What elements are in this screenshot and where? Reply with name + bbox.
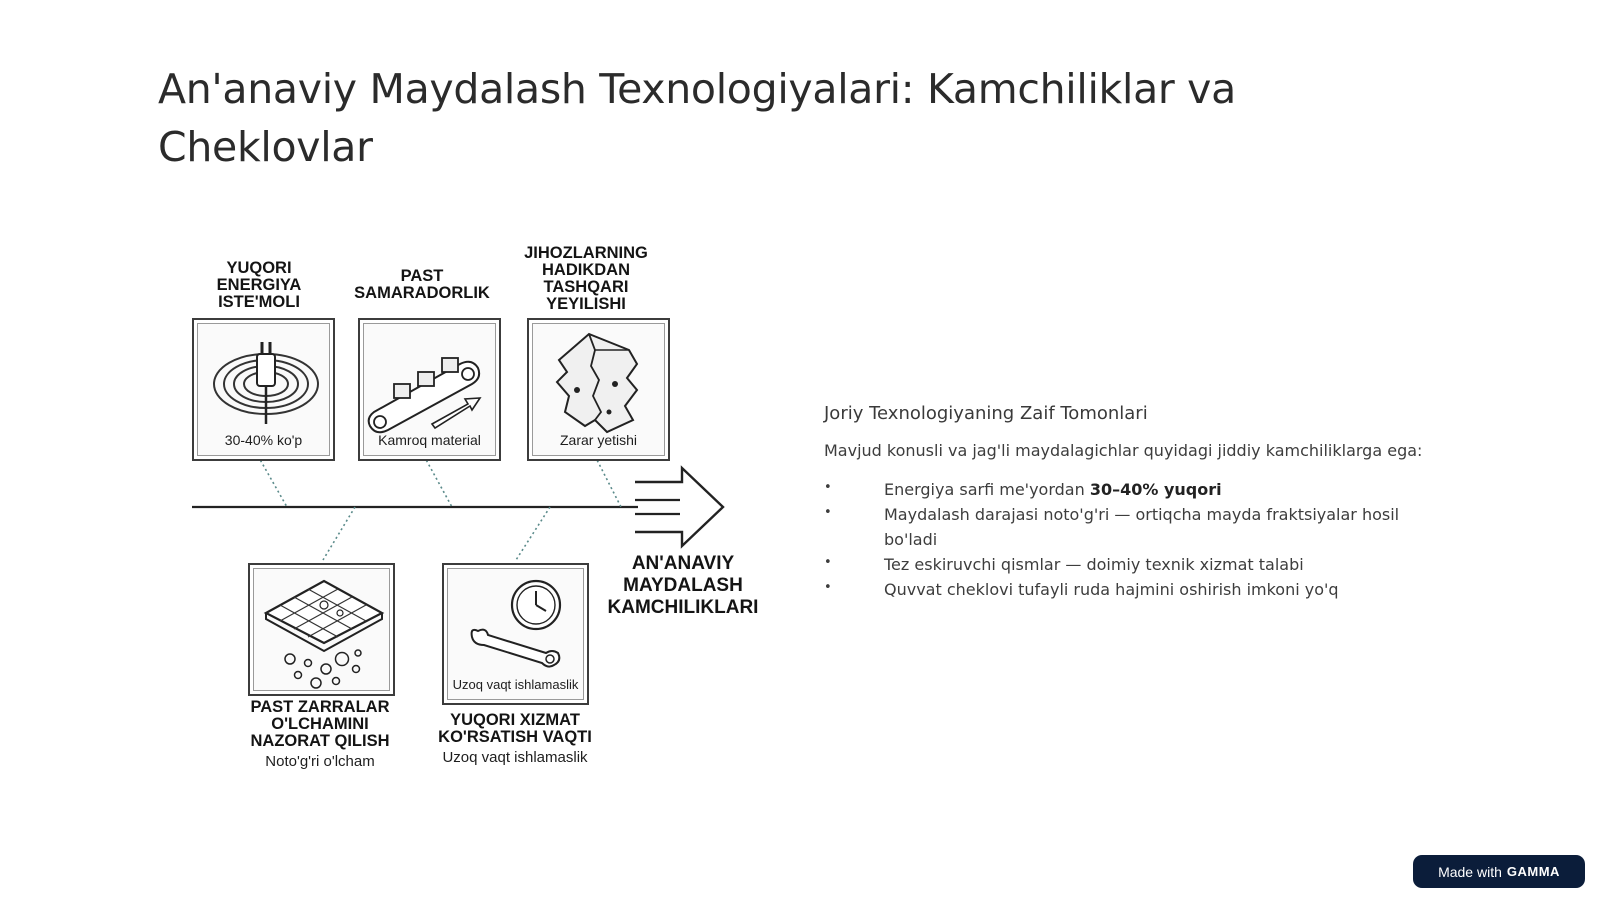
- bullet-item: • Energiya sarfi me'yordan 30–40% yuqori: [824, 477, 1434, 502]
- particle-size-card: [248, 563, 395, 696]
- made-with-gamma-badge[interactable]: [1413, 855, 1585, 888]
- wear-card: [527, 318, 670, 461]
- sieve-grid-icon: [250, 565, 397, 698]
- energy-card: [192, 318, 335, 461]
- bullet-item: • Maydalash darajasi noto'g'ri — ortiqcha mayda fraktsiyalar hosil bo'ladi: [824, 502, 1434, 552]
- card-subcaption: Noto'g'ri o'lcham: [265, 753, 375, 770]
- card-caption: 30-40% ko'p: [224, 432, 303, 448]
- big-arrow-icon: [635, 468, 723, 546]
- bullet-item: • Quvvat cheklovi tufayli ruda hajmini oshirish imkoni yo'q: [824, 577, 1434, 602]
- bullet-dot-icon: •: [824, 555, 832, 570]
- fishbone-diagram: [180, 238, 800, 798]
- arrow-label: AN'ANAVIY MAYDALASH KAMCHILIKLARI: [607, 553, 759, 618]
- card-heading: PAST ZARRALAR O'LCHAMINI NAZORAT QILISH: [250, 698, 390, 750]
- bullet-item: • Tez eskiruvchi qismlar — doimiy texnik xizmat talabi: [824, 552, 1434, 577]
- efficiency-card: [358, 318, 501, 461]
- connector-line: [424, 456, 452, 507]
- slide-title: An'anaviy Maydalash Texnologiyalari: Kamchiliklar va Cheklovlar: [158, 65, 1236, 171]
- card-caption: Kamroq material: [378, 432, 481, 448]
- card-subcaption: Uzoq vaqt ishlamaslik: [442, 749, 588, 766]
- card-heading: YUQORI XIZMAT KO'RSATISH VAQTI: [438, 711, 592, 746]
- connector-line: [595, 456, 621, 507]
- gamma-logo: GAMMA: [1506, 864, 1560, 879]
- panel-heading: Joriy Texnologiyaning Zaif Tomonlari: [824, 403, 1148, 424]
- bullet-list: [824, 477, 1434, 602]
- connector-line: [258, 456, 287, 507]
- badge-prefix: Made with: [1438, 863, 1502, 880]
- card-heading: YUQORI ENERGIYA ISTE'MOLI: [216, 259, 302, 311]
- connector-line: [323, 507, 355, 560]
- bullet-dot-icon: •: [824, 580, 832, 595]
- bullet-dot-icon: •: [824, 480, 832, 495]
- connector-line: [516, 507, 550, 560]
- bullet-dot-icon: •: [824, 505, 832, 520]
- panel-intro: Mavjud konusli va jag'li maydalagichlar quyidagi jiddiy kamchiliklarga ega:: [824, 441, 1423, 460]
- card-caption: Uzoq vaqt ishlamaslik: [452, 677, 579, 692]
- weaknesses-panel: [824, 400, 1434, 602]
- maintenance-card: [442, 563, 589, 705]
- card-caption: Zarar yetishi: [559, 432, 638, 448]
- card-heading: PAST SAMARADORLIK: [354, 267, 490, 302]
- card-heading: JIHOZLARNING HADIKDAN TASHQARI YEYILISHI: [524, 244, 648, 313]
